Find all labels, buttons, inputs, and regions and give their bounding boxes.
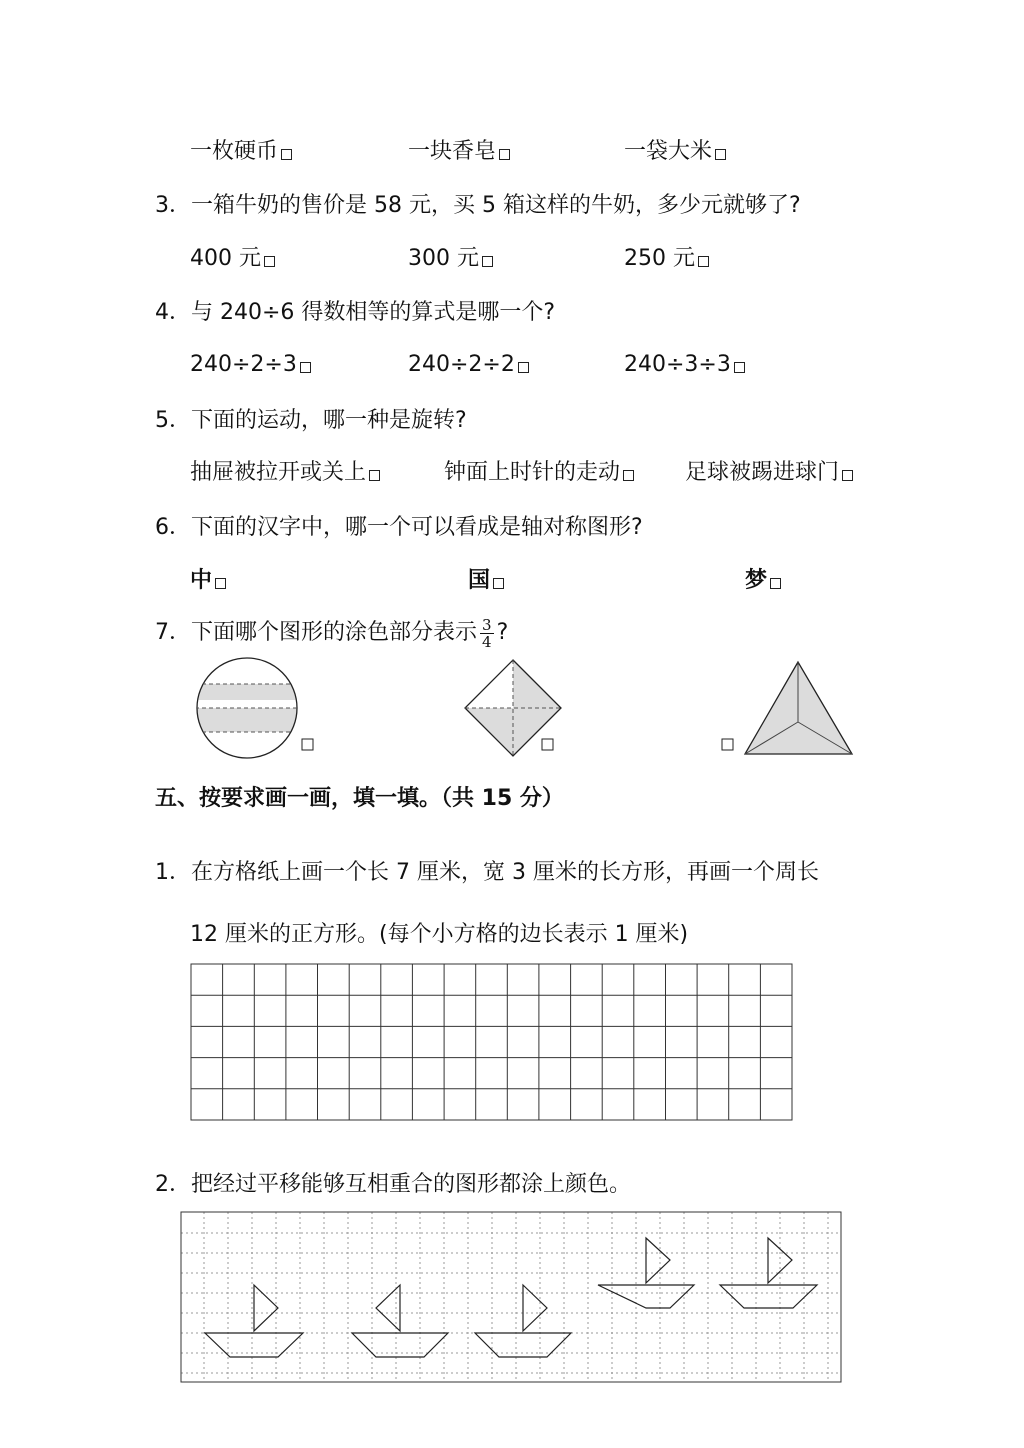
q4-option-c: 240÷3÷3 [624,350,745,380]
q5-option-a: 抽屉被拉开或关上 [190,458,380,488]
question-5: 5．下面的运动，哪一种是旋转? [155,408,467,433]
diamond-icon[interactable] [465,660,561,756]
question-6: 6．下面的汉字中，哪一个可以看成是轴对称图形? [155,515,643,540]
q3-option-a: 400 元 [190,244,275,274]
q6-option-b: 国 [468,566,504,596]
question-7: 7．下面哪个图形的涂色部分表示 $\frac{3}{4}$ ? [155,615,509,651]
answer-box[interactable] [542,739,553,750]
q2-option-c: 一袋大米 [624,137,726,167]
question-4: 4．与 240÷6 得数相等的算式是哪一个? [155,300,556,325]
q5-option-b: 钟面上时针的走动 [444,458,634,488]
circle-icon[interactable] [195,658,300,758]
s5-question-2: 2．把经过平移能够互相重合的图形都涂上颜色。 [155,1172,632,1197]
answer-box[interactable] [722,739,733,750]
s5-question-1: 1．在方格纸上画一个长 7 厘米，宽 3 厘米的长方形，再画一个周长 [155,860,819,885]
answer-box[interactable] [302,739,313,750]
q2-option-b: 一块香皂 [408,137,510,167]
q4-option-a: 240÷2÷3 [190,350,311,380]
q6-option-c: 梦 [745,566,781,596]
q5-option-c: 足球被踢进球门 [685,458,853,488]
boat-icon[interactable] [205,1285,303,1357]
q3-option-b: 300 元 [408,244,493,274]
question-3: 3．一箱牛奶的售价是 58 元，买 5 箱这样的牛奶，多少元就够了? [155,193,801,218]
s5-question-1-line2: 12 厘米的正方形。(每个小方格的边长表示 1 厘米) [190,922,689,947]
q2-option-a: 一枚硬币 [190,137,292,167]
q4-option-b: 240÷2÷2 [408,350,529,380]
q3-option-c: 250 元 [624,244,709,274]
triangle-icon[interactable] [745,662,852,754]
fraction: $\frac{3}{4}$ [482,615,492,651]
section-5-title: 五、按要求画一画，填一填。（共 15 分） [155,786,564,811]
boat-icon[interactable] [475,1285,571,1357]
q6-option-a: 中 [190,566,226,596]
square-grid[interactable] [191,964,792,1120]
boat-icon[interactable] [352,1285,448,1357]
